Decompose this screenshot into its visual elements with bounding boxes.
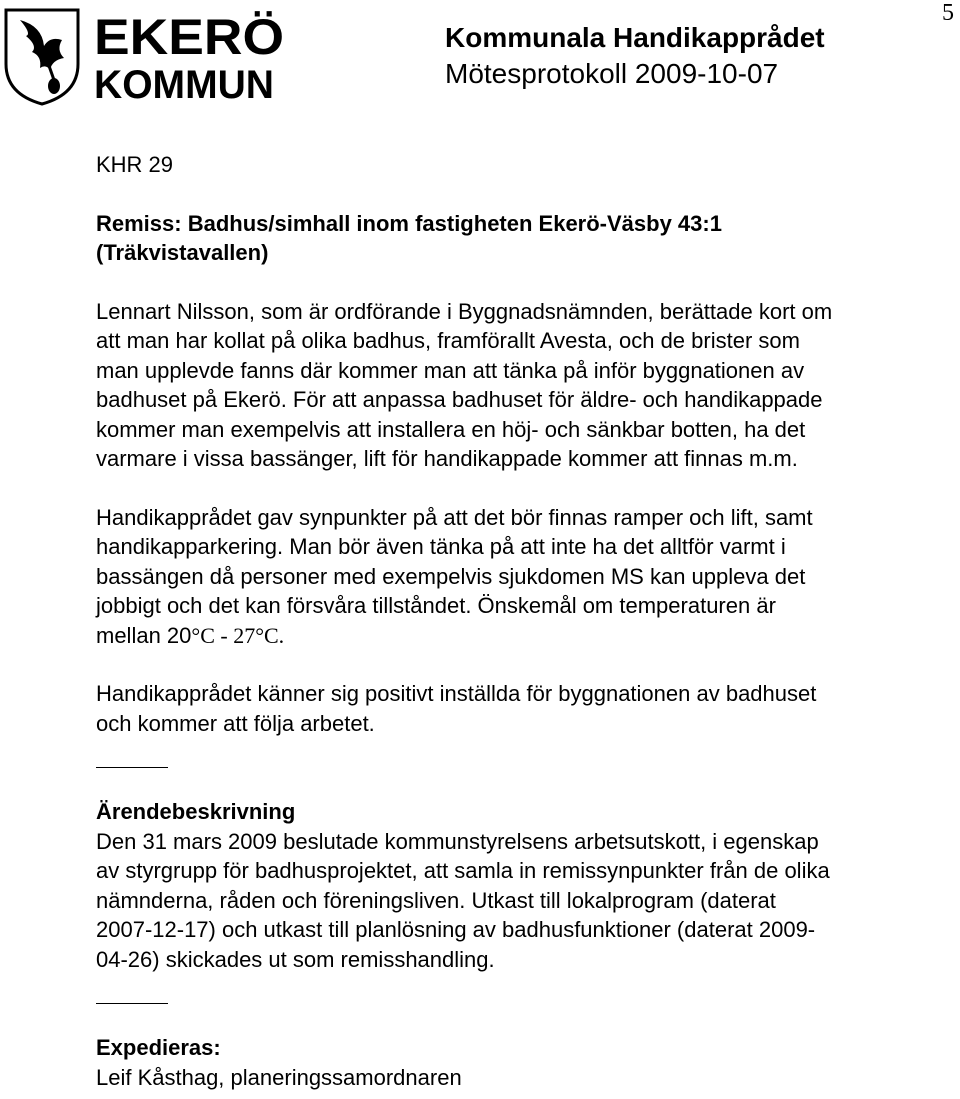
text-line: [96, 621, 956, 651]
arende-section: [96, 797, 956, 974]
text-line: kommer man exempelvis att installera en höj- och sänkbar botten, ha det: [96, 416, 806, 442]
header: [445, 20, 825, 92]
expedieras-label: Expedieras:: [96, 1035, 221, 1060]
paragraph-feedback: [96, 503, 956, 651]
text-line: och kommer att följa arbetet.: [96, 710, 375, 736]
document-body: [96, 150, 956, 1092]
section-title-line: (Träkvistavallen): [96, 240, 269, 265]
text-line: 2007-12-17) och utkast till planlösning av badhusfunktioner (daterat 2009-: [96, 917, 816, 942]
text-line: Lennart Nilsson, som är ordförande i Byggnadsnämnden, berättade kort om: [96, 298, 833, 324]
text-line: handikapparkering. Man bör även tänka på att inte ha det alltför varmt i: [96, 534, 786, 559]
ekero-kommun-logo: [2, 6, 292, 106]
separator-line: [96, 767, 168, 768]
section-id: KHR 29: [96, 152, 174, 177]
organization-title: Kommunala Handikapprådet: [445, 22, 825, 53]
text-line: Handikapprådet gav synpunkter på att det bör finnas ramper och lift, samt: [96, 504, 813, 530]
text-line: badhuset på Ekerö. För att anpassa badhuset för äldre- och handikappade: [96, 387, 823, 412]
paragraph-conclusion: [96, 679, 956, 738]
separator-line: [96, 1003, 168, 1004]
section-title-line: Remiss: Badhus/simhall inom fastigheten Ekerö-Väsby 43:1: [96, 210, 722, 236]
page-number: 5: [942, 0, 954, 26]
text-line: av styrgrupp för badhusprojektet, att samla in remissynpunkter från de olika: [96, 858, 830, 883]
text-line: Handikapprådet känner sig positivt inställda för byggnationen av badhuset: [96, 681, 817, 706]
text-line: att man har kollat på olika badhus, framförallt Avesta, och de brister som: [96, 328, 800, 353]
text-line: jobbigt och det kan försvåra tillståndet. Önskemål om temperaturen är: [96, 593, 776, 618]
paragraph-discussion: [96, 297, 956, 474]
oak-leaf-crest-icon: [6, 10, 78, 104]
text-line-prefix: mellan 20: [96, 622, 192, 648]
text-line: Den 31 mars 2009 beslutade kommunstyrelsens arbetsutskott, i egenskap: [96, 828, 819, 854]
expedieras-recipient: Leif Kåsthag, planeringssamordnaren: [96, 1064, 462, 1090]
text-line: 04-26) skickades ut som remisshandling.: [96, 946, 495, 972]
text-line: man upplevde fanns där kommer man att tänka på inför byggnationen av: [96, 357, 805, 383]
svg-text:KOMMUN: KOMMUN: [94, 63, 274, 106]
temperature-range: °C - 27°C.: [191, 622, 285, 648]
svg-text:EKERÖ: EKERÖ: [94, 9, 284, 65]
section-title: [96, 209, 956, 268]
protocol-date: Mötesprotokoll 2009-10-07: [445, 58, 779, 89]
expedieras-section: [96, 1033, 956, 1092]
text-line: bassängen då personer med exempelvis sjukdomen MS kan uppleva det: [96, 563, 806, 589]
text-line: varmare i vissa bassänger, lift för handikappade kommer att finnas m.m.: [96, 446, 798, 471]
text-line: nämnderna, råden och föreningsliven. Utkast till lokalprogram (daterat: [96, 887, 776, 913]
arende-heading: Ärendebeskrivning: [96, 799, 296, 824]
